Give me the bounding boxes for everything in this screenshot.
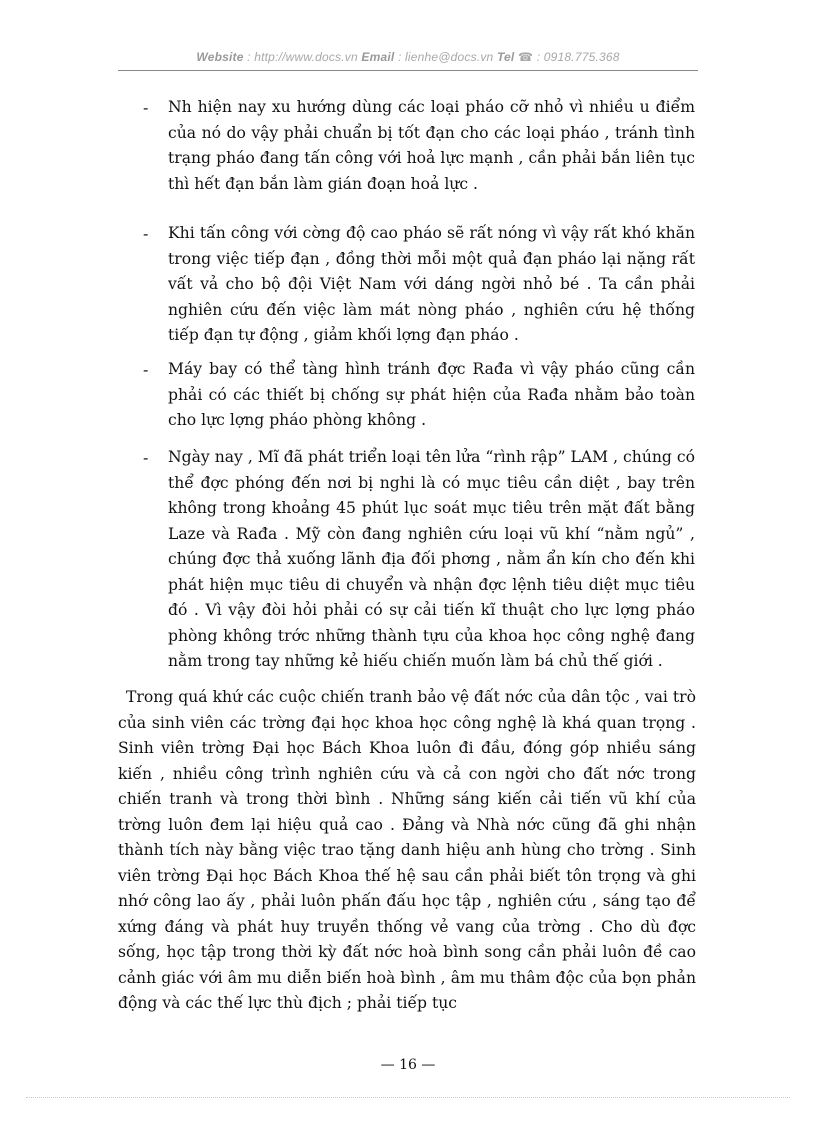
bullet-dash: -	[143, 98, 149, 117]
page-header	[0, 50, 816, 64]
tel-value: : 0918.775.368	[536, 50, 620, 64]
bullet-dash: -	[143, 448, 149, 467]
bullet-dash: -	[143, 224, 149, 243]
bullet-text: Nh hiện nay xu hướng dùng các loại pháo cỡ nhỏ vì nhiều u điểm của nó do vậy phải chuẩn bị tốt đạn cho các loại pháo , tránh tình trạng pháo đang tấn công với hoả lực mạnh , cần phải bắn liên tục thì hết đạn bắn làm gián đoạn hoả lực .	[168, 98, 695, 193]
bullet-text: Ngày nay , Mĩ đã phát triển loại tên lửa “rình rập” LAM , chúng có thể đợc phóng đến nơi bị nghi là có mục tiêu cần diệt , bay trên không trong khoảng 45 phút lục soát mục tiêu trên mặt đất bằng Laze và Rađa . Mỹ còn đang nghiên cứu loại vũ khí “nằm ngủ” , chúng đợc thả xuống lãnh địa đối phơng , nằm ẩn kín cho đến khi phát hiện mục tiêu di chuyển và nhận đợc lệnh tiêu diệt mục tiêu đó . Vì vậy đòi hỏi phải có sự cải tiến kĩ thuật cho lực lợng pháo phòng không trớc những thành tựu của khoa học công nghệ đang nằm trong tay những kẻ hiếu chiến muốn làm bá chủ thế giới .	[168, 448, 695, 670]
website-label: Website	[196, 50, 244, 64]
bullet-dash: -	[143, 360, 149, 379]
website-value[interactable]: : http://www.docs.vn	[247, 50, 358, 64]
bullet-text: Máy bay có thể tàng hình tránh đợc Rađa vì vậy pháo cũng cần phải có các thiết bị chống sự phát hiện của Rađa nhằm bảo toàn cho lực lợng pháo phòng không .	[168, 360, 695, 429]
bullet-text: Khi tấn công với cờng độ cao pháo sẽ rất nóng vì vậy rất khó khăn trong việc tiếp đạn , đồng thời mỗi một quả đạn pháo lại nặng rất vất vả cho bộ đội Việt Nam với dáng ngời nhỏ bé . Ta cần phải nghiên cứu đến việc làm mát nòng pháo , nghiên cứu hệ thống tiếp đạn tự động , giảm khối lợng đạn pháo .	[168, 224, 695, 344]
email-value[interactable]: : lienhe@docs.vn	[397, 50, 494, 64]
body-paragraph: Trong quá khứ các cuộc chiến tranh bảo vệ đất nớc của dân tộc , vai trò của sinh viên các trờng đại học khoa học công nghệ là khá quan trọng . Sinh viên trờng Đại học Bách Khoa luôn đi đầu, đóng góp nhiều sáng kiến , nhiều công trình nghiên cứu và cả con ngời cho đất nớc trong chiến tranh và trong thời bình . Những sáng kiến cải tiến vũ khí của trờng luôn đem lại hiệu quả cao . Đảng và Nhà nớc cũng đã ghi nhận thành tích này bằng việc trao tặng danh hiệu anh hùng cho trờng . Sinh viên trờng Đại học Bách Khoa thế hệ sau cần phải biết tôn trọng và ghi nhớ công lao ấy , phải luôn phấn đấu học tập , nghiên cứu , sáng tạo để xứng đáng và phát huy truyền thống vẻ vang của trờng . Cho dù đợc sống, học tập trong thời kỳ đất nớc hoà bình song cần phải luôn đề cao cảnh giác với âm mu diễn biến hoà bình , âm mu thâm độc của bọn phản động và các thế lực thù địch ; phải tiếp tục	[118, 688, 696, 1012]
tel-label: Tel	[496, 50, 515, 64]
email-label: Email	[361, 50, 395, 64]
phone-icon: ☎	[518, 50, 534, 64]
header-divider	[118, 70, 698, 71]
page-number: — 16 —	[380, 1057, 436, 1073]
footer-dotted-line	[26, 1097, 790, 1098]
